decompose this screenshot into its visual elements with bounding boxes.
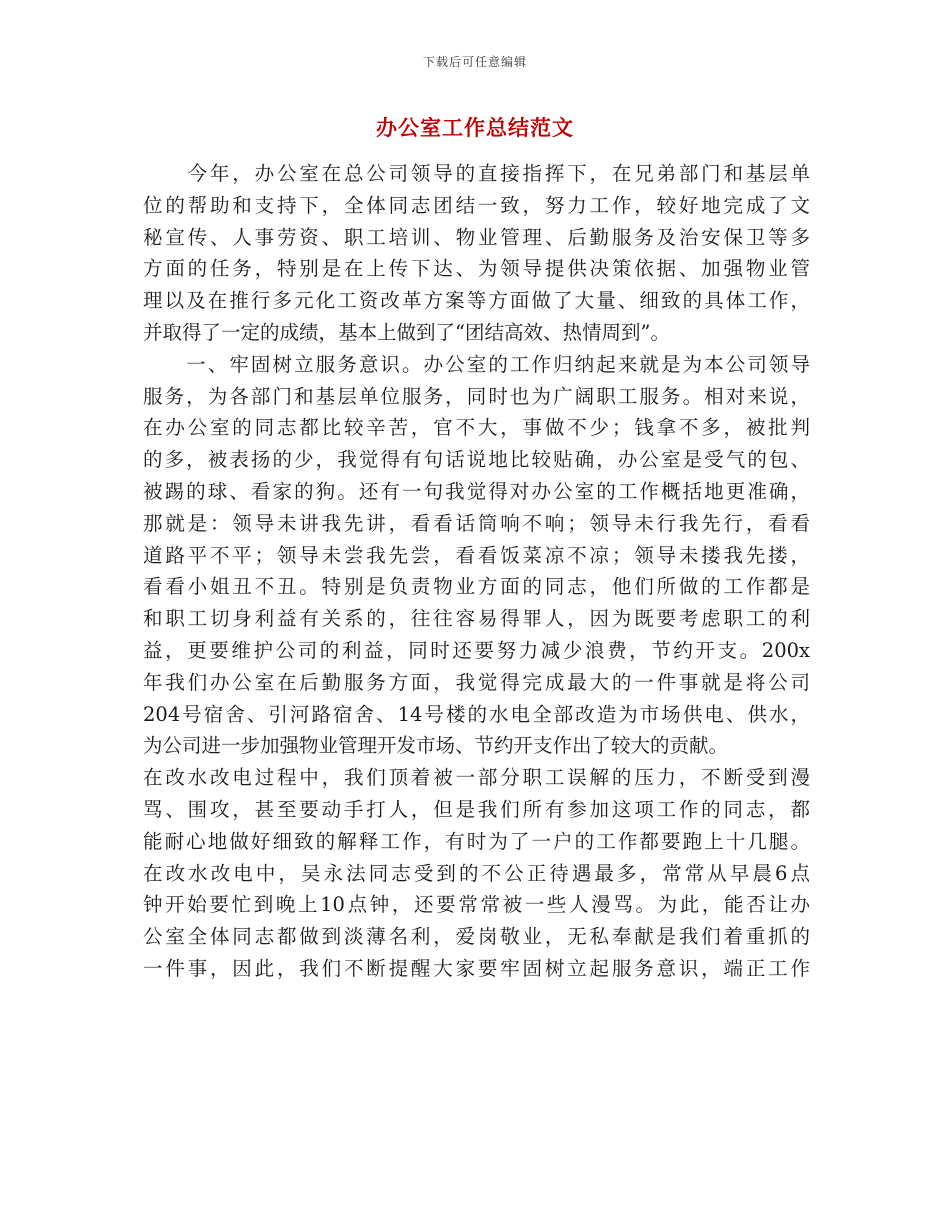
body-line: 位的帮助和支持下，全体同志团结一致，努力工作，较好地完成了文	[143, 193, 810, 217]
body-line: 道路平不平；领导未尝我先尝，看看饭菜凉不凉；领导未搂我先搂，	[143, 543, 810, 567]
body-line: 在办公室的同志都比较辛苦，官不大，事做不少；钱拿不多，被批判	[143, 416, 810, 440]
body-line: 理以及在推行多元化工资改革方案等方面做了大量、细致的具体工作，	[143, 289, 810, 313]
document-title: 办公室工作总结范文	[376, 115, 574, 140]
body-line: 204号宿舍、引河路宿舍、14号楼的水电全部改造为市场供电、供水，	[143, 702, 810, 726]
body-line: 公室全体同志都做到淡薄名利，爱岗敬业，无私奉献是我们着重抓的	[143, 925, 810, 949]
body-line: 的多，被表扬的少，我觉得有句话说地比较贴确，办公室是受气的包、	[143, 448, 810, 472]
body-line: 益，更要维护公司的利益，同时还要努力减少浪费，节约开支。200x	[143, 638, 810, 662]
body-line: 方面的任务，特别是在上传下达、为领导提供决策依据、加强物业管	[143, 257, 810, 281]
body-line: 和职工切身利益有关系的，往往容易得罪人，因为既要考虑职工的利	[143, 607, 810, 631]
body-line: 那就是：领导未讲我先讲，看看话筒响不响；领导未行我先行，看看	[143, 511, 810, 535]
body-line: 并取得了一定的成绩，基本上做到了“团结高效、热情周到”。	[143, 320, 670, 344]
body-line: 能耐心地做好细致的解释工作，有时为了一户的工作都要跑上十几腿。	[143, 829, 810, 853]
body-line: 一、牢固树立服务意识。办公室的工作归纳起来就是为本公司领导	[143, 352, 810, 376]
body-line: 在改水改电过程中，我们顶着被一部分职工误解的压力，不断受到漫	[143, 766, 810, 790]
body-line: 被踢的球、看家的狗。还有一句我觉得对办公室的工作概括地更准确，	[143, 479, 810, 503]
body-line: 在改水改电中，吴永法同志受到的不公正待遇最多，常常从早晨6点	[143, 861, 810, 885]
document-body	[143, 158, 810, 985]
body-line: 秘宣传、人事劳资、职工培训、物业管理、后勤服务及治安保卫等多	[143, 225, 810, 249]
body-line: 年我们办公室在后勤服务方面，我觉得完成最大的一件事就是将公司	[143, 670, 810, 694]
header-note: 下载后可任意编辑	[422, 55, 527, 69]
body-line: 今年，办公室在总公司领导的直接指挥下，在兄弟部门和基层单	[143, 162, 810, 185]
body-line: 骂、围攻，甚至要动手打人，但是我们所有参加这项工作的同志，都	[143, 797, 810, 821]
body-line: 服务，为各部门和基层单位服务，同时也为广阔职工服务。相对来说，	[143, 384, 810, 408]
body-line: 钟开始要忙到晚上10点钟，还要常常被一些人漫骂。为此，能否让办	[143, 893, 810, 917]
body-line: 看看小姐丑不丑。特别是负责物业方面的同志，他们所做的工作都是	[143, 575, 810, 599]
body-line: 一件事，因此，我们不断提醒大家要牢固树立起服务意识，端正工作	[143, 956, 810, 980]
body-line: 为公司进一步加强物业管理开发市场、节约开支作出了较大的贡献。	[143, 734, 729, 758]
